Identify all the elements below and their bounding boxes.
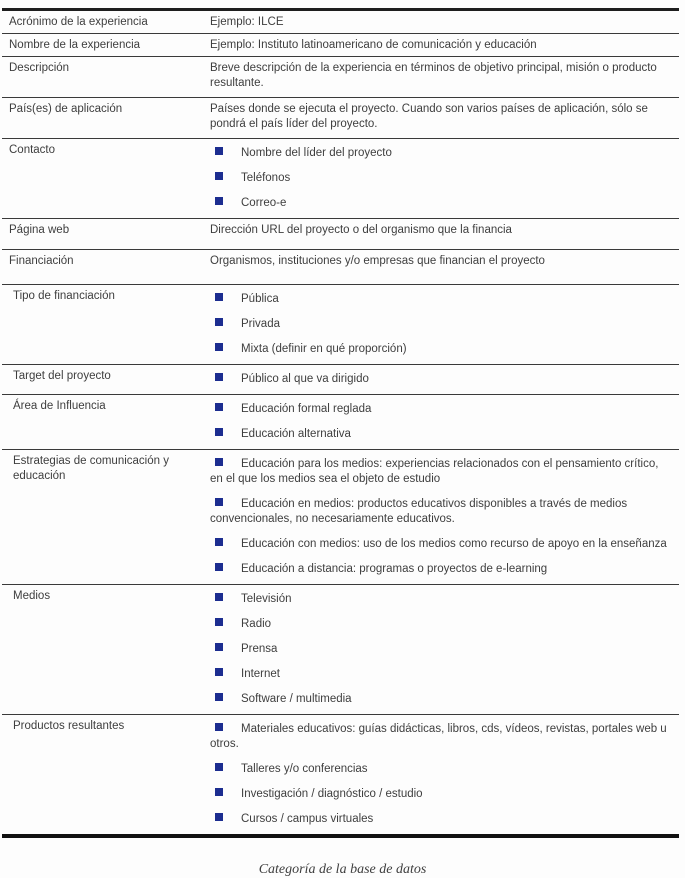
bullet-text: Pública xyxy=(241,293,279,305)
row-text: Ejemplo: ILCE xyxy=(210,16,284,28)
bullet-item xyxy=(210,667,673,682)
row-content xyxy=(210,365,679,394)
bullet-text: Teléfonos xyxy=(241,172,291,184)
bullet-item xyxy=(210,146,673,161)
bullet-square-icon xyxy=(215,723,223,731)
bullet-text: Mixta (definir en qué proporción) xyxy=(241,343,407,355)
category-table xyxy=(2,8,679,838)
row-text: Organismos, instituciones y/o empresas que financian el proyecto xyxy=(210,255,545,267)
row-label: País(es) de aplicación xyxy=(9,103,123,115)
bullet-square-icon xyxy=(215,788,223,796)
bullet-text: Radio xyxy=(241,618,272,630)
table-row xyxy=(2,449,679,584)
bullet-square-icon xyxy=(215,318,223,326)
row-text: Breve descripción de la experiencia en términos de objetivo principal, misión o producto resultante. xyxy=(210,62,657,89)
bullet-text: Software / multimedia xyxy=(241,693,352,705)
row-content xyxy=(210,98,679,138)
table-row xyxy=(2,218,679,249)
bullet-square-icon xyxy=(215,172,223,180)
bullet-square-icon xyxy=(215,538,223,546)
bullet-item xyxy=(210,562,673,577)
table-row xyxy=(2,97,679,138)
bullet-text: Televisión xyxy=(241,593,292,605)
bullet-square-icon xyxy=(215,813,223,821)
bullet-item xyxy=(210,196,673,211)
bullet-item xyxy=(210,592,673,607)
row-content xyxy=(210,250,679,284)
table-row xyxy=(2,11,679,33)
bullet-item xyxy=(210,537,673,552)
row-label: Tipo de financiación xyxy=(13,290,115,302)
bullet-text: Cursos / campus virtuales xyxy=(241,813,374,825)
row-content xyxy=(210,450,679,584)
row-content xyxy=(210,395,679,449)
row-label: Estrategias de comunicación y educación xyxy=(13,455,169,482)
row-text: Dirección URL del proyecto o del organismo que la financia xyxy=(210,224,512,236)
bullet-item xyxy=(210,457,673,487)
bullet-item xyxy=(210,642,673,657)
row-content xyxy=(210,285,679,364)
row-label: Productos resultantes xyxy=(13,720,125,732)
bullet-square-icon xyxy=(215,618,223,626)
bullet-item xyxy=(210,292,673,307)
bullet-text: Privada xyxy=(241,318,280,330)
table-row xyxy=(2,56,679,97)
bullet-item xyxy=(210,402,673,417)
bullet-square-icon xyxy=(215,593,223,601)
row-label: Contacto xyxy=(9,144,56,156)
row-label: Nombre de la experiencia xyxy=(9,39,141,51)
bullet-square-icon xyxy=(215,147,223,155)
table-row xyxy=(2,249,679,284)
row-content xyxy=(210,585,679,714)
row-label: Página web xyxy=(9,224,70,236)
bullet-item xyxy=(210,617,673,632)
bullet-square-icon xyxy=(215,668,223,676)
table-row xyxy=(2,364,679,394)
bullet-item xyxy=(210,317,673,332)
bullet-item xyxy=(210,342,673,357)
bullet-text: Educación a distancia: programas o proyectos de e-learning xyxy=(241,563,548,575)
bullet-square-icon xyxy=(215,498,223,506)
bullet-square-icon xyxy=(215,563,223,571)
bullet-item xyxy=(210,497,673,527)
table-row xyxy=(2,284,679,364)
bullet-text: Público al que va dirigido xyxy=(241,373,369,385)
row-content xyxy=(210,34,679,56)
bullet-item xyxy=(210,372,673,387)
table-row xyxy=(2,33,679,56)
bullet-item xyxy=(210,692,673,707)
table-row xyxy=(2,138,679,218)
row-text: Países donde se ejecuta el proyecto. Cuando son varios países de aplicación, sólo se pondrá el país líder del proyecto. xyxy=(210,103,648,130)
row-label: Financiación xyxy=(9,255,74,267)
bullet-square-icon xyxy=(215,428,223,436)
bullet-text: Educación alternativa xyxy=(241,428,351,440)
bullet-text: Talleres y/o conferencias xyxy=(241,763,368,775)
bullet-text: Materiales educativos: guías didácticas, libros, cds, vídeos, revistas, portales web u otros. xyxy=(210,723,667,750)
row-label: Medios xyxy=(13,590,51,602)
row-content xyxy=(210,57,679,97)
bullet-square-icon xyxy=(215,343,223,351)
row-label: Acrónimo de la experiencia xyxy=(9,16,148,28)
bullet-text: Internet xyxy=(241,668,280,680)
bullet-square-icon xyxy=(215,458,223,466)
bullet-square-icon xyxy=(215,197,223,205)
bullet-item xyxy=(210,762,673,777)
bullet-square-icon xyxy=(215,373,223,381)
bullet-square-icon xyxy=(215,693,223,701)
table-row xyxy=(2,584,679,714)
table-caption: Categoría de la base de datos xyxy=(258,862,427,877)
bullet-item xyxy=(210,787,673,802)
table-row xyxy=(2,714,679,834)
table-row xyxy=(2,394,679,449)
bullet-text: Educación con medios: uso de los medios como recurso de apoyo en la enseñanza xyxy=(241,538,667,550)
bullet-text: Prensa xyxy=(241,643,278,655)
bullet-text: Educación para los medios: experiencias relacionados con el pensamiento crítico, en el que los medios sea el objeto de estudio xyxy=(210,458,659,485)
bullet-item xyxy=(210,722,673,752)
bullet-square-icon xyxy=(215,763,223,771)
bullet-square-icon xyxy=(215,403,223,411)
row-content xyxy=(210,11,679,33)
bullet-item xyxy=(210,812,673,827)
bullet-square-icon xyxy=(215,643,223,651)
bullet-square-icon xyxy=(215,293,223,301)
row-label: Target del proyecto xyxy=(13,370,111,382)
bullet-text: Nombre del líder del proyecto xyxy=(241,147,392,159)
row-content xyxy=(210,139,679,218)
row-label: Área de Influencia xyxy=(13,400,106,412)
bullet-item xyxy=(210,427,673,442)
bullet-text: Investigación / diagnóstico / estudio xyxy=(241,788,423,800)
bullet-text: Educación formal reglada xyxy=(241,403,372,415)
bullet-text: Educación en medios: productos educativos disponibles a través de medios convencionales, no necesariamente educativos. xyxy=(210,498,628,525)
row-label: Descripción xyxy=(9,62,70,74)
row-text: Ejemplo: Instituto latinoamericano de comunicación y educación xyxy=(210,39,537,51)
bullet-item xyxy=(210,171,673,186)
row-content xyxy=(210,219,679,249)
row-content xyxy=(210,715,679,834)
bullet-text: Correo-e xyxy=(241,197,287,209)
